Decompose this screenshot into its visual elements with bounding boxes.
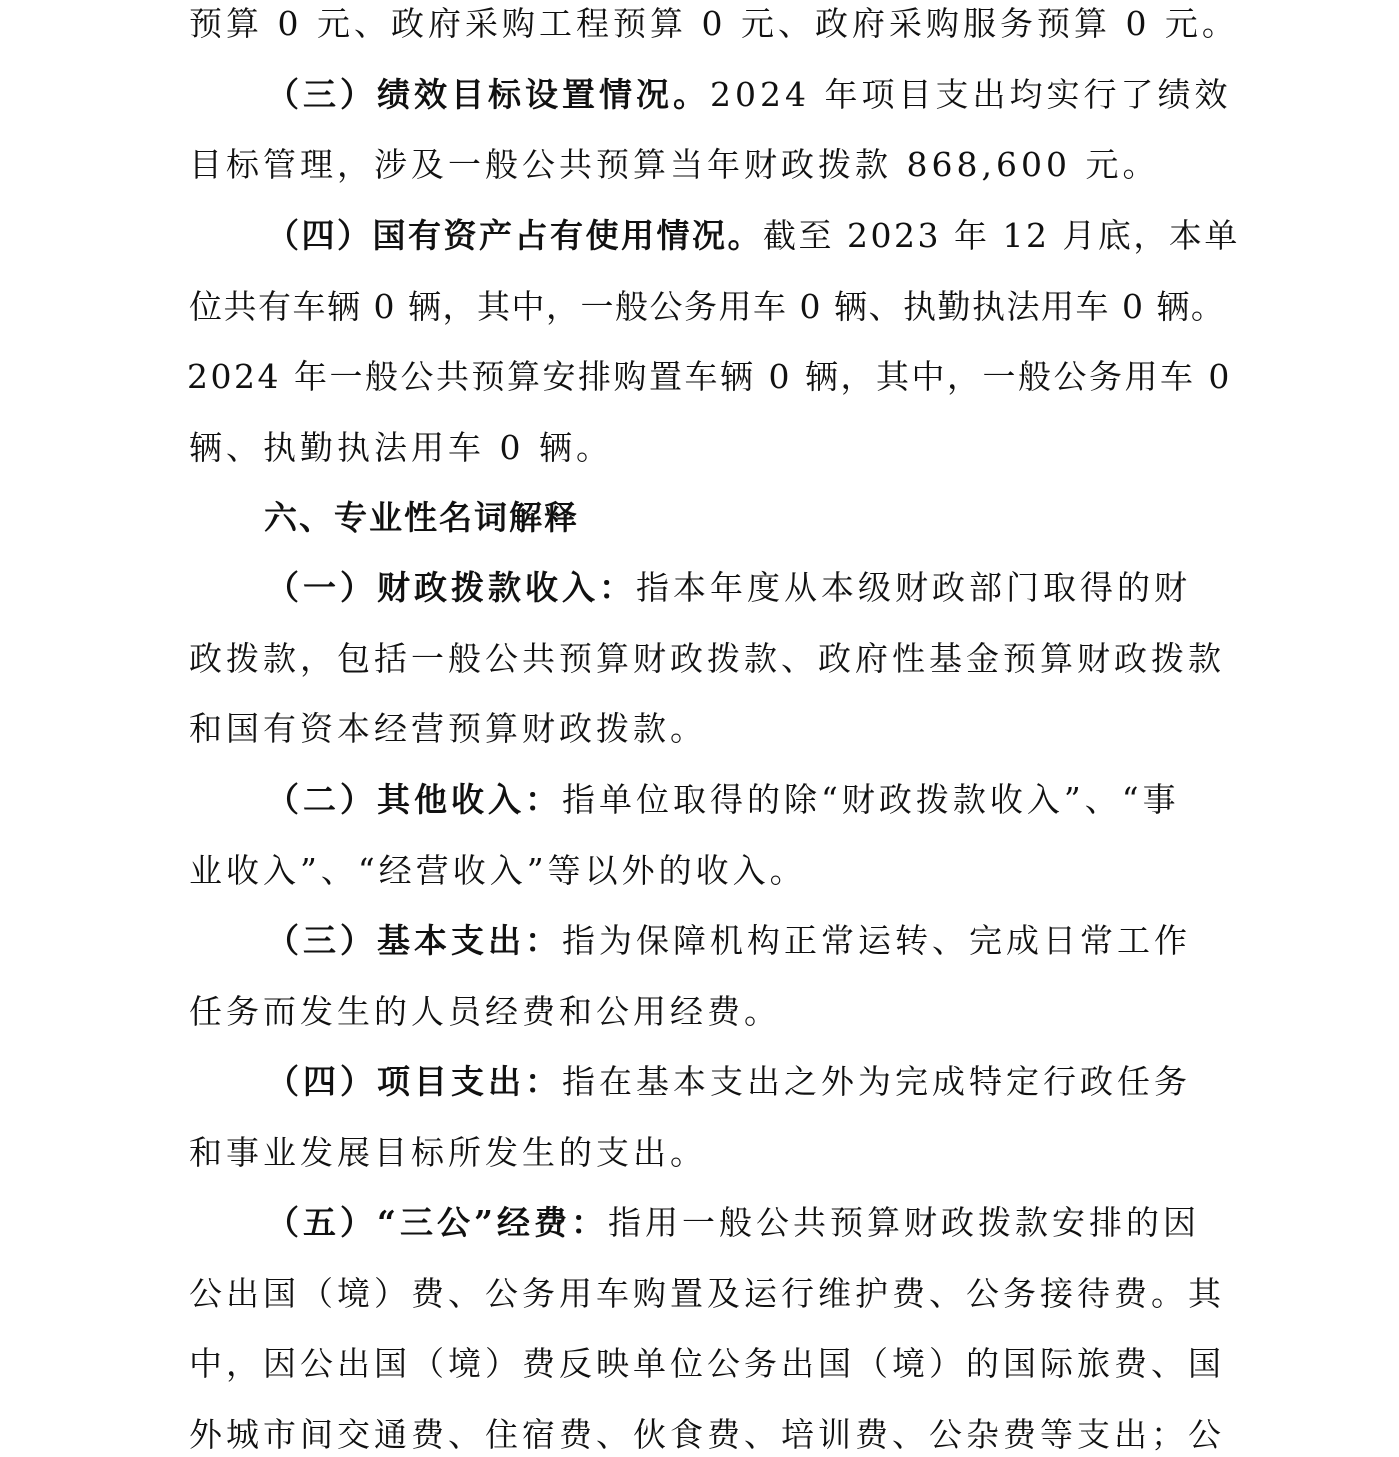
paragraph-line: （二）其他收入：指单位取得的除“财政拨款收入”、“事 — [266, 780, 1180, 819]
section-heading: 六、专业性名词解释 — [264, 498, 579, 537]
paragraph-line: 和事业发展目标所发生的支出。 — [189, 1133, 707, 1172]
term-label: （四）项目支出： — [266, 1062, 562, 1101]
paragraph-line: 任务而发生的人员经费和公用经费。 — [189, 992, 781, 1031]
paragraph-line: 目标管理，涉及一般公共预算当年财政拨款 868,600 元。 — [189, 145, 1160, 184]
paragraph-line: （四）国有资产占有使用情况。截至 2023 年 12 月底，本单 — [266, 216, 1240, 255]
section-label: （四）国有资产占有使用情况。 — [266, 216, 763, 255]
paragraph-line: （三）绩效目标设置情况。2024 年项目支出均实行了绩效 — [266, 75, 1232, 114]
paragraph-line: 2024 年一般公共预算安排购置车辆 0 辆，其中，一般公务用车 0 — [187, 357, 1232, 396]
paragraph-line: 政拨款，包括一般公共预算财政拨款、政府性基金预算财政拨款 — [189, 639, 1225, 678]
paragraph-line: （五）“三公”经费：指用一般公共预算财政拨款安排的因 — [266, 1203, 1200, 1242]
paragraph-line: 业收入”、“经营收入”等以外的收入。 — [189, 851, 807, 890]
paragraph-line: 中，因公出国（境）费反映单位公务出国（境）的国际旅费、国 — [189, 1344, 1225, 1383]
paragraph-line: （四）项目支出：指在基本支出之外为完成特定行政任务 — [266, 1062, 1191, 1101]
paragraph-line: （三）基本支出：指为保障机构正常运转、完成日常工作 — [266, 921, 1191, 960]
paragraph-line: 和国有资本经营预算财政拨款。 — [189, 709, 707, 748]
section-label: （三）绩效目标设置情况。 — [266, 75, 710, 114]
paragraph-line: 位共有车辆 0 辆，其中，一般公务用车 0 辆、执勤执法用车 0 辆。 — [189, 287, 1226, 326]
paragraph-line: 辆、执勤执法用车 0 辆。 — [189, 428, 613, 467]
paragraph-line: 公出国（境）费、公务用车购置及运行维护费、公务接待费。其 — [189, 1274, 1225, 1313]
term-label: （一）财政拨款收入： — [266, 568, 636, 607]
term-label: （五）“三公”经费： — [266, 1203, 608, 1242]
term-label: （三）基本支出： — [266, 921, 562, 960]
paragraph-line: 外城市间交通费、住宿费、伙食费、培训费、公杂费等支出；公 — [189, 1415, 1225, 1454]
paragraph-line: 预算 0 元、政府采购工程预算 0 元、政府采购服务预算 0 元。 — [189, 4, 1239, 43]
paragraph-line: （一）财政拨款收入：指本年度从本级财政部门取得的财 — [266, 568, 1191, 607]
term-label: （二）其他收入： — [266, 780, 562, 819]
